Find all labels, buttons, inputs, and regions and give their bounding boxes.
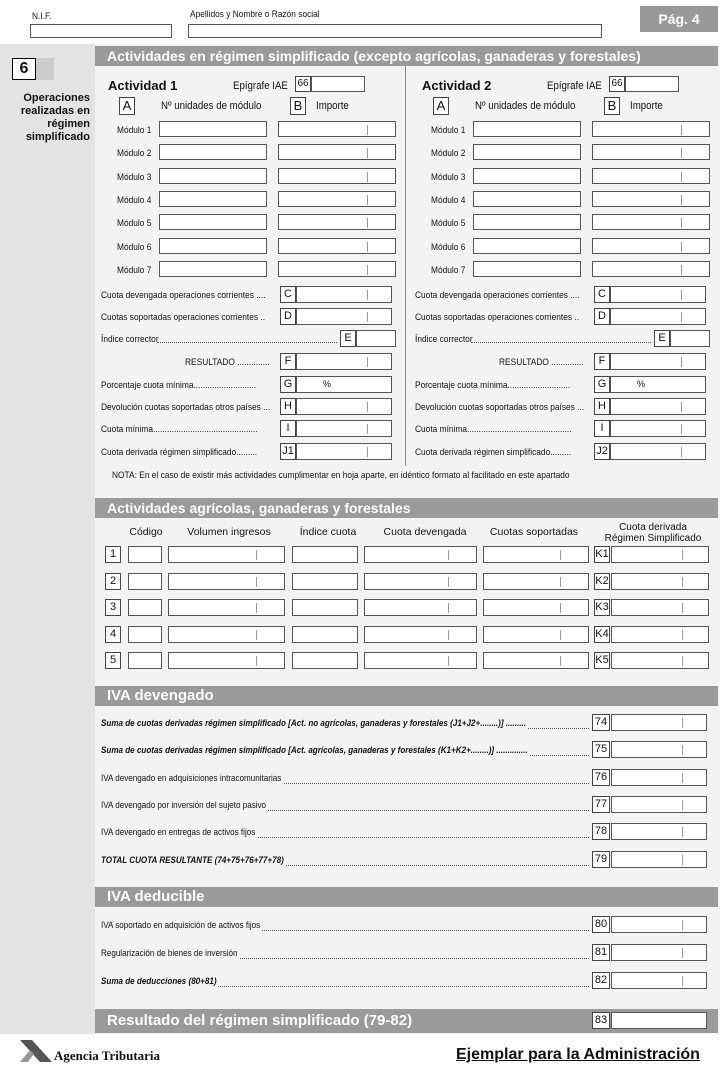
agr-cell-field[interactable] [364,626,477,643]
module-units-field[interactable] [159,144,267,160]
decimal-separator [560,550,561,560]
decimal-separator [682,800,683,810]
box-key-82: 82 [592,972,610,989]
decimal-separator [367,447,368,457]
agr-k-key: K4 [594,626,610,643]
decimal-separator [367,148,368,158]
row-key-i: I [594,420,610,437]
module-import-field[interactable] [278,214,396,230]
decimal-separator [367,357,368,367]
decimal-separator [367,218,368,228]
row-field-j[interactable] [610,443,706,460]
module-units-field[interactable] [473,121,581,137]
module-units-field[interactable] [159,261,267,277]
agr-cell-field[interactable] [128,573,162,590]
agr-cell-field[interactable] [168,599,285,616]
row-label-h: Devolución cuotas soportadas otros países ... [415,402,585,413]
col-b-key-1: B [290,97,306,115]
agr-row-number: 1 [105,546,121,563]
percent-sign: % [323,379,332,389]
decimal-separator [682,745,683,755]
row-label-j: Cuota derivada régimen simplificado......... [415,447,572,458]
nif-label: N.I.F. [32,11,52,22]
col-a-label-2: Nº unidades de módulo [475,100,576,112]
box-field-80[interactable] [611,916,707,933]
row-label: IVA devengado por inversión del sujeto pasivo [101,799,267,811]
row-field-c[interactable] [296,286,392,303]
module-import-field[interactable] [278,168,396,184]
decimal-separator [681,290,682,300]
row-key-f: F [594,353,610,370]
section-title-simplificado: Actividades en régimen simplificado (excepto agrícolas, ganaderas y forestales) [95,46,718,66]
box-key-74: 74 [592,714,610,731]
agr-k-field[interactable] [611,599,709,616]
row-label-d: Cuotas soportadas operaciones corrientes .. [101,312,266,323]
agr-row-number: 5 [105,652,121,669]
agency-name: Agencia Tributaria [54,1048,161,1063]
decimal-separator [367,242,368,252]
activity-2-title: Actividad 2 [422,78,492,93]
module-label: Módulo 5 [431,218,466,230]
box-field-76[interactable] [611,769,707,786]
decimal-separator [448,630,449,640]
module-units-field[interactable] [473,238,581,254]
module-label: Módulo 4 [117,194,152,206]
agr-row-number: 2 [105,573,121,590]
row-label: TOTAL CUOTA RESULTANTE (74+75+76+77+78) [101,854,284,866]
agr-cell-field[interactable] [128,626,162,643]
row-key-g: G [594,376,610,393]
decimal-separator [682,718,683,728]
agr-header: Cuota derivada Régimen Simplificado [604,522,702,544]
decimal-separator [367,195,368,205]
agr-cell-field[interactable] [128,652,162,669]
row-key-h: H [594,398,610,415]
agr-header: Código [129,526,163,538]
activity-divider [405,66,406,466]
decimal-separator [560,630,561,640]
box-field-74[interactable] [611,714,707,731]
decimal-separator [367,125,368,135]
decimal-separator [681,447,682,457]
module-label: Módulo 3 [117,171,152,183]
col-b-key-2: B [604,97,620,115]
agr-header: Índice cuota [299,526,357,538]
row-label-g: Porcentaje cuota mínima........................... [415,380,571,391]
row-field-g[interactable] [610,376,706,393]
decimal-separator [682,550,683,560]
row-label: Suma de cuotas derivadas régimen simplificado [Act. agrícolas, ganaderas y forestales (K1+K2+........)] .............. [101,745,528,757]
footer [0,1036,720,1070]
decimal-separator [256,550,257,560]
module-label: Módulo 5 [117,218,152,230]
decimal-separator [448,550,449,560]
agr-cell-field[interactable] [292,626,358,643]
row-label-c: Cuota devengada operaciones corrientes .... [101,290,266,301]
module-units-field[interactable] [159,168,267,184]
col-b-label-2: Importe [630,100,663,112]
decimal-separator [367,424,368,434]
decimal-separator [367,290,368,300]
decimal-separator [682,920,683,930]
module-label: Módulo 4 [431,194,466,206]
decimal-separator [682,656,683,666]
header [0,0,720,42]
row-key-j: J1 [280,443,296,460]
row-field-j[interactable] [296,443,392,460]
box-field-82[interactable] [611,972,707,989]
agr-k-key: K3 [594,599,610,616]
module-label: Módulo 2 [431,148,466,160]
decimal-separator [681,357,682,367]
row-field-i[interactable] [610,420,706,437]
agr-k-key: K2 [594,573,610,590]
agr-cell-field[interactable] [364,546,477,563]
row-key-e: E [654,330,670,347]
agr-cell-field[interactable] [128,599,162,616]
module-label: Módulo 6 [117,241,152,253]
agr-header: Cuotas soportadas [489,526,579,538]
module-label: Módulo 6 [431,241,466,253]
decimal-separator [681,195,682,205]
row-label-d: Cuotas soportadas operaciones corrientes .. [415,312,580,323]
agr-cell-field[interactable] [483,546,589,563]
module-units-field[interactable] [159,238,267,254]
row-label-e: Índice corrector [415,334,473,345]
module-label: Módulo 7 [117,264,152,276]
row-label: Suma de deducciones (80+81) [101,976,217,987]
agr-k-key: K1 [594,546,610,563]
box-83-field[interactable] [611,1012,707,1029]
module-import-field[interactable] [592,214,710,230]
module-import-field[interactable] [278,191,396,207]
decimal-separator [681,424,682,434]
row-label: IVA devengado en adquisiciones intracomunitarias [101,772,282,784]
side-column [0,44,95,1034]
row-field-f[interactable] [610,353,706,370]
row-label: Regularización de bienes de inversión [101,948,238,959]
agr-cell-field[interactable] [292,573,358,590]
col-a-key-1: A [119,97,135,115]
row-key-h: H [280,398,296,415]
name-label: Apellidos y Nombre o Razón social [190,9,320,20]
decimal-separator [367,312,368,322]
decimal-separator [560,656,561,666]
row-key-j: J2 [594,443,610,460]
decimal-separator [681,148,682,158]
epigrafe-code-1: 66 [295,76,311,92]
row-key-d: D [280,308,296,325]
box-field-78[interactable] [611,823,707,840]
module-import-field[interactable] [278,238,396,254]
module-import-field[interactable] [592,144,710,160]
decimal-separator [681,312,682,322]
side-title: Operaciones realizadas en régimen simplificado [20,92,90,143]
row-key-d: D [594,308,610,325]
decimal-separator [256,656,257,666]
epigrafe-label-2: Epígrafe IAE [547,80,602,92]
decimal-separator [367,172,368,182]
module-units-field[interactable] [159,214,267,230]
row-key-i: I [280,420,296,437]
box-key-75: 75 [592,741,610,758]
agr-k-key: K5 [594,652,610,669]
decimal-separator [682,976,683,986]
agr-row-number: 4 [105,626,121,643]
agr-cell-field[interactable] [292,599,358,616]
agr-k-field[interactable] [611,573,709,590]
agr-header: Cuota devengada [383,526,467,538]
agency-logo-icon [18,1038,54,1064]
module-units-field[interactable] [159,191,267,207]
epigrafe-label-1: Epígrafe IAE [233,80,288,92]
row-field-e[interactable] [356,330,396,347]
module-units-field[interactable] [473,261,581,277]
box-key-77: 77 [592,796,610,813]
agr-header: Volumen ingresos [187,526,271,538]
decimal-separator [681,125,682,135]
agr-cell-field[interactable] [128,546,162,563]
module-import-field[interactable] [278,144,396,160]
row-key-c: C [594,286,610,303]
row-field-h[interactable] [610,398,706,415]
module-units-field[interactable] [473,191,581,207]
module-import-field[interactable] [278,261,396,277]
decimal-separator [682,827,683,837]
row-field-i[interactable] [296,420,392,437]
agr-cell-field[interactable] [483,626,589,643]
box-field-75[interactable] [611,741,707,758]
row-label: IVA devengado en entregas de activos fijos [101,827,256,839]
agr-cell-field[interactable] [292,652,358,669]
leader-dots [157,342,337,343]
decimal-separator [367,402,368,412]
epigrafe-code-2: 66 [609,76,625,92]
row-field-d[interactable] [610,308,706,325]
module-import-field[interactable] [278,121,396,137]
row-key-f: F [280,353,296,370]
agr-cell-field[interactable] [483,599,589,616]
activity-1-title: Actividad 1 [108,78,178,93]
row-label-i: Cuota mínima............................................. [101,424,258,435]
section-number: 6 [12,58,36,80]
box-field-81[interactable] [611,944,707,961]
module-import-field[interactable] [592,261,710,277]
section-title-iva-deducible: IVA deducible [95,887,718,907]
leader-dots [471,342,651,343]
agr-k-field[interactable] [611,546,709,563]
row-label-j: Cuota derivada régimen simplificado......... [101,447,258,458]
name-field[interactable] [188,24,602,38]
box-key-81: 81 [592,944,610,961]
row-field-f[interactable] [296,353,392,370]
epigrafe-field-2[interactable] [625,76,679,92]
decimal-separator [256,603,257,613]
decimal-separator [448,577,449,587]
decimal-separator [682,603,683,613]
box-key-78: 78 [592,823,610,840]
decimal-separator [681,218,682,228]
box-field-77[interactable] [611,796,707,813]
module-import-field[interactable] [592,238,710,254]
decimal-separator [682,577,683,587]
module-units-field[interactable] [473,144,581,160]
decimal-separator [560,577,561,587]
row-label-c: Cuota devengada operaciones corrientes .... [415,290,580,301]
module-label: Módulo 7 [431,264,466,276]
percent-sign: % [637,379,646,389]
col-b-label-1: Importe [316,100,349,112]
decimal-separator [681,402,682,412]
row-label-g: Porcentaje cuota mínima........................... [101,380,257,391]
decimal-separator [682,630,683,640]
row-label-f: RESULTADO .............. [185,357,270,368]
row-label-i: Cuota mínima............................................. [415,424,572,435]
decimal-separator [682,773,683,783]
module-units-field[interactable] [473,214,581,230]
decimal-separator [681,265,682,275]
box-key-79: 79 [592,851,610,868]
row-field-h[interactable] [296,398,392,415]
col-a-key-2: A [433,97,449,115]
row-label-f: RESULTADO .............. [499,357,584,368]
agr-cell-field[interactable] [364,652,477,669]
col-a-label-1: Nº unidades de módulo [161,100,262,112]
decimal-separator [448,656,449,666]
epigrafe-field-1[interactable] [311,76,365,92]
agr-cell-field[interactable] [168,626,285,643]
row-label: IVA soportado en adquisición de activos fijos [101,920,261,931]
module-label: Módulo 2 [117,148,152,160]
row-label-e: Índice corrector [101,334,159,345]
note: NOTA: En el caso de existir más actividades cumplimentar en hoja aparte, en idéntico formato al facilitado en este apartado [112,470,570,481]
agr-cell-field[interactable] [168,652,285,669]
module-import-field[interactable] [592,168,710,184]
row-label-h: Devolución cuotas soportadas otros países ... [101,402,271,413]
decimal-separator [448,603,449,613]
decimal-separator [682,855,683,865]
box-field-79[interactable] [611,851,707,868]
decimal-separator [681,172,682,182]
agr-cell-field[interactable] [364,599,477,616]
agr-cell-field[interactable] [483,573,589,590]
agr-cell-field[interactable] [364,573,477,590]
module-import-field[interactable] [592,191,710,207]
agr-k-field[interactable] [611,626,709,643]
decimal-separator [256,630,257,640]
copy-label: Ejemplar para la Administración [456,1046,700,1063]
decimal-separator [367,265,368,275]
row-field-d[interactable] [296,308,392,325]
decimal-separator [682,948,683,958]
module-label: Módulo 1 [431,125,466,136]
agr-cell-field[interactable] [292,546,358,563]
decimal-separator [256,577,257,587]
module-units-field[interactable] [159,121,267,137]
module-label: Módulo 3 [431,171,466,183]
row-label: Suma de cuotas derivadas régimen simplificado [Act. no agrícolas, ganaderas y forestales (J1+J2+........)] ......... [101,718,526,729]
row-key-e: E [340,330,356,347]
box-83-key: 83 [592,1012,610,1029]
page-number: Pág. 4 [640,6,718,32]
resultado-title: Resultado del régimen simplificado (79-82) [107,1012,413,1029]
agr-k-field[interactable] [611,652,709,669]
agr-row-number: 3 [105,599,121,616]
section-title-iva-devengado: IVA devengado [95,686,718,706]
decimal-separator [560,603,561,613]
module-units-field[interactable] [473,168,581,184]
nif-field[interactable] [30,24,172,38]
module-import-field[interactable] [592,121,710,137]
section-title-agricolas: Actividades agrícolas, ganaderas y forestales [95,498,718,518]
module-label: Módulo 1 [117,125,152,136]
agr-cell-field[interactable] [168,573,285,590]
row-field-e[interactable] [670,330,710,347]
decimal-separator [681,242,682,252]
agr-cell-field[interactable] [483,652,589,669]
box-key-80: 80 [592,916,610,933]
box-key-76: 76 [592,769,610,786]
row-field-c[interactable] [610,286,706,303]
row-field-g[interactable] [296,376,392,393]
row-key-c: C [280,286,296,303]
section-tab [36,58,54,80]
row-key-g: G [280,376,296,393]
agr-cell-field[interactable] [168,546,285,563]
